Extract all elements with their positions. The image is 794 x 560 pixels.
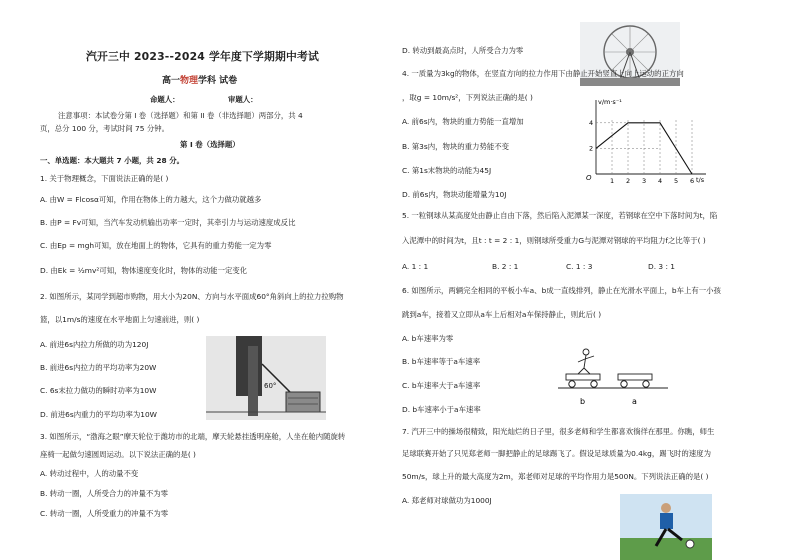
shopping-basket-illustration: [206, 336, 326, 420]
exam-subtitle: [162, 76, 237, 86]
q4-option-c: C. 第1s末物块的动能为45J: [402, 166, 492, 175]
cart-a-label: a: [632, 397, 637, 406]
q5-option-c: C. 1 : 3: [566, 262, 593, 271]
q3-stem-line2: 座椅一起做匀速圆周运动。以下说法正确的是( ): [40, 450, 196, 459]
section1-heading: 第 I 卷（选择题）: [180, 140, 240, 149]
q3-option-b: B. 转动一圈，人所受合力的冲量不为零: [40, 489, 169, 498]
exam-title: 汽开三中 2023--2024 学年度下学期期中考试: [86, 50, 319, 63]
q4-option-a: A. 前6s内，物块的重力势能一直增加: [402, 117, 524, 126]
q2-option-d: D. 前进6s内重力的平均功率为10W: [40, 410, 157, 419]
chart-ylabel: v/m·s⁻¹: [598, 98, 622, 106]
q4-stem-line2: ，取g = 10m/s²，下列说法正确的是( ): [402, 93, 533, 102]
chart-xlabel: t/s: [696, 176, 705, 184]
q6-option-a: A. b车速率为零: [402, 334, 454, 343]
q1-stem: 1. 关于物理概念，下面说法正确的是( ): [40, 174, 169, 183]
reviewer-label: 审题人：: [228, 95, 258, 104]
q4-option-d: D. 前6s内，物块动能增量为10J: [402, 190, 507, 199]
q2-option-c: C. 6s末拉力做功的瞬时功率为10W: [40, 386, 157, 395]
q6-option-c: C. b车速率大于a车速率: [402, 381, 481, 390]
chart-y-tick-label: 2: [589, 144, 594, 153]
q4-stem-line1: 4. 一质量为3kg的物体，在竖直方向的拉力作用下由静止开始竖直上向上运动的正方向: [402, 69, 684, 78]
q2-option-a: A. 前进6s内拉力所做的功为120J: [40, 340, 149, 349]
chart-y-tick-label: 4: [589, 118, 594, 127]
chart-origin: O: [586, 174, 592, 182]
q2-angle-label: 60°: [264, 382, 277, 390]
q1-option-b: B. 由P = Fv可知，当汽车发动机输出功率一定时，其牵引力与运动速度成反比: [40, 218, 296, 227]
q4-option-b: B. 第3s内，物块的重力势能不变: [402, 142, 510, 151]
q5-option-b: B. 2 : 1: [492, 262, 519, 271]
chart-x-tick-label: 3: [642, 177, 647, 185]
part1-heading: 一、单选题：本大题共 7 小题，共 28 分。: [40, 156, 184, 165]
q7-stem-line2: 足球联赛开始了只见郑老师一脚把静止的足球踢飞了。假设足球质量为0.4kg，踢飞时的速度为: [402, 449, 711, 458]
q2-option-b: B. 前进6s内拉力的平均功率为20W: [40, 363, 157, 372]
chart-x-tick-label: 1: [610, 177, 615, 185]
q2-stem-line2: 篮，以1m/s的速度在水平地面上匀速前进，则( ): [40, 315, 200, 324]
velocity-time-chart: [584, 94, 714, 188]
q7-stem-line3: 50m/s，球上升的最大高度为2m，郑老师对足球的平均作用力是500N。下列说法正确的是( ): [402, 472, 709, 481]
notice-line1: 注意事项：本试卷分第 I 卷（选择题）和第 II 卷（非选择题）两部分，共 4: [58, 111, 303, 120]
chart-x-tick-label: 4: [658, 177, 663, 185]
subtitle-suffix: 学科 试卷: [198, 76, 238, 86]
q5-option-a: A. 1 : 1: [402, 262, 429, 271]
q6-option-b: B. b车速率等于a车速率: [402, 357, 481, 366]
soccer-player-photo: [620, 494, 712, 560]
q5-option-d: D. 3 : 1: [648, 262, 675, 271]
chart-x-tick-label: 6: [690, 177, 695, 185]
q3-option-d: D. 转动到最高点时，人所受合力为零: [402, 46, 524, 55]
cart-b-label: b: [580, 397, 586, 406]
subtitle-subject: 物理: [180, 76, 199, 86]
q6-option-d: D. b车速率小于a车速率: [402, 405, 481, 414]
q2-stem-line1: 2. 如图所示，某同学到超市购物，用大小为20N、方向与水平面成60°角斜向上的拉力拉购物: [40, 292, 344, 301]
carts-diagram: [558, 346, 668, 412]
q5-stem-line2: 入泥潭中的时间为t，且t : t = 2 : 1，则钢球所受重力G与泥潭对钢球的平均阻力f之比等于( ): [402, 236, 706, 245]
q6-stem-line1: 6. 如图所示，两辆完全相同的平板小车a、b成一直线排列，静止在光滑水平面上，b车上有一小孩: [402, 286, 721, 295]
chart-x-tick-label: 5: [674, 177, 679, 185]
q5-stem-line1: 5. 一粒钢球从某高度处由静止自由下落，然后陷入泥潭某一深度，若钢球在空中下落时间为t，陷: [402, 211, 718, 220]
q3-option-c: C. 转动一圈，人所受重力的冲量不为零: [40, 509, 169, 518]
q3-option-a: A. 转动过程中，人的动量不变: [40, 469, 139, 478]
proposer-label: 命题人：: [150, 95, 180, 104]
q1-option-a: A. 由W = Flcosα可知，作用在物体上的力越大，这个力做功就越多: [40, 195, 262, 204]
q7-option-a: A. 郑老师对球做功为1000J: [402, 496, 492, 505]
q3-stem-line1: 3. 如图所示，“渤海之眼”摩天轮位于潍坊市的北端，摩天轮悬挂透明座舱，人坐在舱内随旋转: [40, 432, 346, 441]
notice-line2: 页，总分 100 分，考试时间 75 分钟。: [40, 124, 169, 133]
q7-stem-line1: 7. 汽开三中的操场很精致，阳光灿烂的日子里，很多老师和学生都喜欢徜徉在那里。你瞧，师生: [402, 427, 715, 436]
q1-option-d: D. 由Ek = ½mv²可知，物体速度变化时，物体的动能一定变化: [40, 266, 248, 275]
q6-stem-line2: 跳到a车，接着又立即从a车上后相对a车保持静止，则此后( ): [402, 310, 602, 319]
subtitle-grade: 高一: [162, 76, 181, 86]
q1-option-c: C. 由Ep = mgh可知，放在地面上的物体，它具有的重力势能一定为零: [40, 241, 272, 250]
chart-x-tick-label: 2: [626, 177, 631, 185]
